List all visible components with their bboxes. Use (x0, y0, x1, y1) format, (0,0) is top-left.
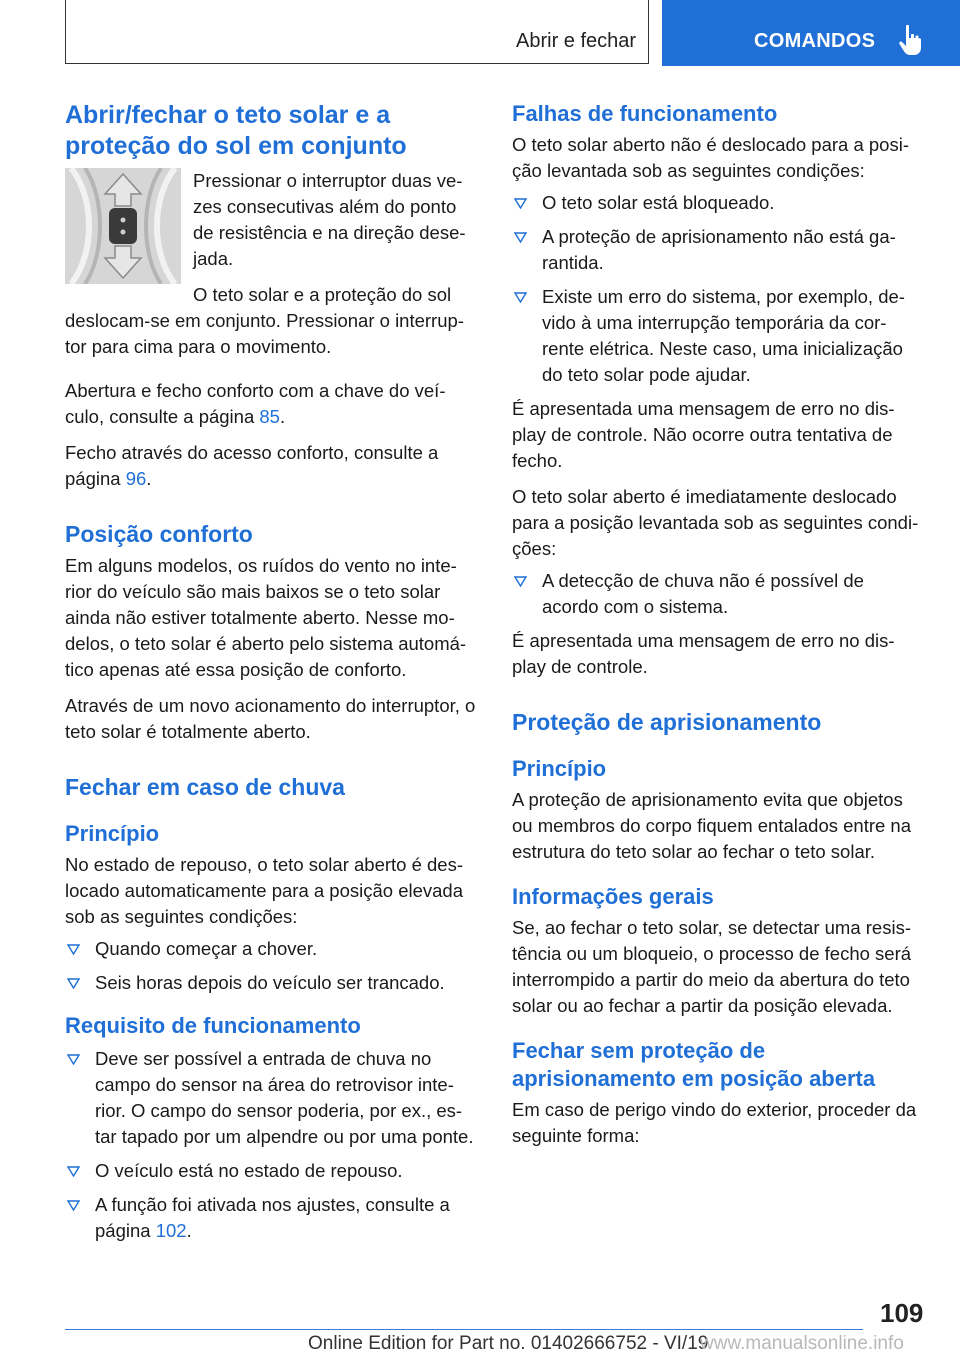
para-erro-2: É apresentada uma mensagem de erro no dis-play de controle. (512, 630, 895, 677)
bullets-imediato (512, 568, 924, 620)
triangle-bullet-icon (514, 232, 527, 243)
para-imediato: O teto solar aberto é imediatamente deslocado para a posição levantada sob as seguintes condi-ções: (512, 486, 919, 559)
para-conjunto-1: Pressionar o interruptor duas ve-zes consecutivas além do ponto de resistência e na direção dese-jada. (193, 170, 466, 269)
edition-text: Online Edition for Part no. 01402666752 - VI/19 (308, 1333, 709, 1354)
list-item: O teto solar está bloqueado. (512, 190, 924, 216)
triangle-bullet-icon (514, 576, 527, 587)
triangle-bullet-icon (67, 1200, 80, 1211)
page-number: 109 (880, 1298, 924, 1328)
bullets-falhas (512, 190, 924, 388)
para-fecho: Fecho através do acesso conforto, consulte a página 96. (65, 442, 439, 489)
list-item: Existe um erro do sistema, por exemplo, de-vido à uma interrupção temporária da cor-rente elétrica. Neste caso, uma inicialização do teto solar pode ajudar. (512, 284, 924, 388)
para-abertura-text: Abertura e fecho conforto com a chave do veí-culo, consulte a página (65, 380, 446, 427)
heading-principio-left: Princípio (65, 821, 160, 846)
list-item: Seis horas depois do veículo ser trancado. (65, 970, 477, 996)
heading-protecao: Proteção de aprisionamento (512, 709, 822, 735)
triangle-bullet-icon (67, 1166, 80, 1177)
right-column (512, 100, 924, 1149)
pointing-hand-icon (898, 24, 922, 56)
para-abertura: Abertura e fecho conforto com a chave do veí-culo, consulte a página 85. (65, 380, 446, 427)
triangle-bullet-icon (67, 944, 80, 955)
bullets-principio (65, 936, 477, 996)
heading-info: Informações gerais (512, 884, 714, 909)
list-item: O veículo está no estado de repouso. (65, 1158, 477, 1184)
list-item: A detecção de chuva não é possível de acordo com o sistema. (512, 568, 924, 620)
section-title: Abrir e fechar (516, 30, 637, 52)
list-item: A função foi ativada nos ajustes, consulte a página 102. (65, 1192, 477, 1244)
chapter-label: COMANDOS (754, 30, 876, 52)
para-erro-1: É apresentada uma mensagem de erro no dis-play de controle. Não ocorre outra tentativa de fecho. (512, 398, 895, 471)
watermark: www.manualsonline.info (700, 1333, 904, 1354)
list-item: Deve ser possível a entrada de chuva no campo do sensor na área do retrovisor inte-rior. O campo do sensor poderia, por ex., es-tar tapado por um alpendre ou por uma ponte. (65, 1046, 477, 1150)
sunroof-switch-image (65, 168, 181, 284)
heading-chuva: Fechar em caso de chuva (65, 774, 345, 800)
heading-falhas: Falhas de funcionamento (512, 101, 778, 126)
triangle-bullet-icon (67, 1054, 80, 1065)
triangle-bullet-icon (67, 978, 80, 989)
triangle-bullet-icon (514, 198, 527, 209)
para-posicao-2: Através de um novo acionamento do interruptor, o teto solar é totalmente aberto. (65, 695, 476, 742)
para-sem-protecao: Em caso de perigo vindo do exterior, proceder da seguinte forma: (512, 1099, 917, 1146)
list-item: A proteção de aprisionamento não está ga-rantida. (512, 224, 924, 276)
chapter-tab[interactable] (662, 0, 960, 66)
page-ref-85[interactable]: 85 (259, 406, 280, 427)
list-item: Quando começar a chover. (65, 936, 477, 962)
left-column (65, 100, 477, 1252)
heading-conjunto: Abrir/fechar o teto solar e a proteção do sol em conjunto (65, 101, 407, 160)
heading-sem-protecao: Fechar sem proteção de aprisionamento em posição aberta (512, 1038, 876, 1091)
para-falhas: O teto solar aberto não é deslocado para a posi-ção levantada sob as seguintes condições: (512, 134, 909, 181)
para-posicao-1: Em alguns modelos, os ruídos do vento no inte-rior do veículo são mais baixos se o teto solar ainda não estiver totalmente aberto. Nesse mo-delos, o teto solar é aberto pelo sistema automá-tico apenas até essa posição de conforto. (65, 555, 467, 680)
heading-principio-right: Princípio (512, 756, 607, 781)
para-info: Se, ao fechar o teto solar, se detectar uma resis-tência ou um bloqueio, o processo de fecho será interrompido a partir do meio da abertura do teto solar ou ao fechar a partir da posição elevada. (512, 917, 912, 1016)
triangle-bullet-icon (514, 292, 527, 303)
footer-divider (65, 1329, 863, 1330)
para-conjunto-2: O teto solar e a proteção do sol deslocam-se em conjunto. Pressionar o interrup-tor para cima para o movimento. (65, 284, 464, 357)
heading-posicao: Posição conforto (65, 521, 253, 547)
para-principio-left: No estado de repouso, o teto solar aberto é des-locado automaticamente para a posição elevada sob as seguintes condições: (65, 854, 464, 927)
para-principio-right: A proteção de aprisionamento evita que objetos ou membros do corpo fiquem entalados entre na estrutura do teto solar ao fechar o teto solar. (512, 789, 912, 862)
para-fecho-text: Fecho através do acesso conforto, consulte a página (65, 442, 439, 489)
page-ref-96[interactable]: 96 (125, 468, 147, 489)
heading-requisito: Requisito de funcionamento (65, 1013, 361, 1038)
bullets-requisito (65, 1046, 477, 1244)
page-ref-102[interactable]: 102 (155, 1220, 187, 1241)
